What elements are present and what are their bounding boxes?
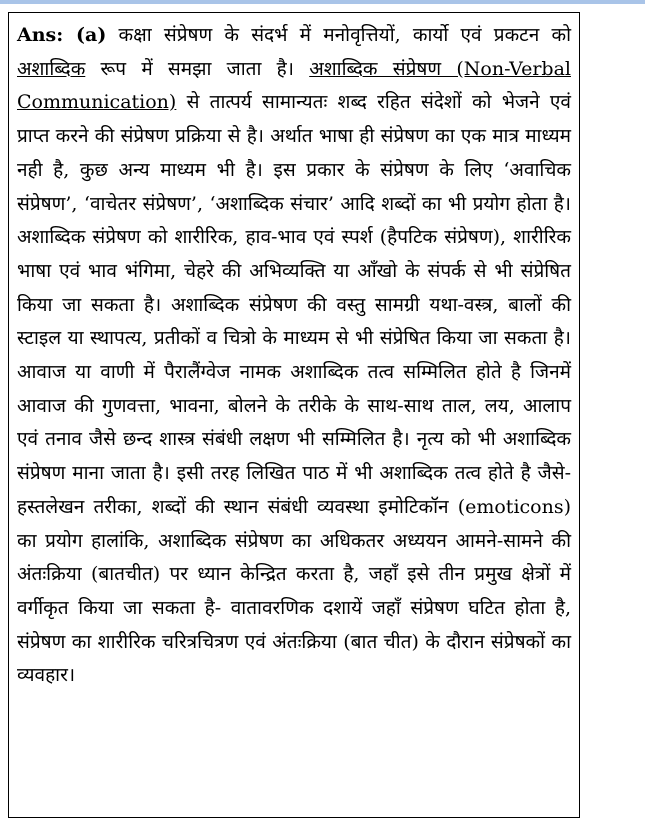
top-rule [0, 0, 645, 4]
answer-box [8, 12, 580, 818]
answer-prefix: Ans: (a) [17, 24, 107, 46]
answer-text-2: रूप में समझा जाता है। [85, 57, 310, 80]
underlined-term-nonverbal-communication: अशाब्दिक संप्रेषण (Non-Verbal Communication) [17, 57, 571, 114]
underlined-term-nonverbal: अशाब्दिक [17, 57, 86, 80]
answer-paragraph [17, 19, 571, 693]
answer-text-3: से तात्पर्य सामान्यतः शब्द रहित संदेशों को भेजने एवं प्राप्त करने की संप्रेषण प्रक्रिया से है। अर्थात भाषा ही संप्रेषण का एक मात्र माध्यम नही है, कुछ अन्य माध्यम भी है। इस प्रकार के संप्रेषण के लिए ‘अवाचिक संप्रेषण’, ‘वाचेतर संप्रेषण’, ‘अशाब्दिक संचार’ आदि शब्दों का भी प्रयोग होता है। अशाब्दिक संप्रेषण को शारीरिक, हाव-भाव एवं स्पर्श (हैपटिक संप्रेषण), शारीरिक भाषा एवं भाव भंगिमा, चेहरे की अभिव्यक्ति या आँखो के संपर्क से भी संप्रेषित किया जा सकता है। अशाब्दिक संप्रेषण की वस्तु सामग्री यथा-वस्त्र, बालों की स्टाइल या स्थापत्य, प्रतीकों व चित्रो के माध्यम से भी संप्रेषित किया जा सकता है। आवाज या वाणी में पैरालैंग्वेज नामक अशाब्दिक तत्व सम्मिलित होते है जिनमें आवाज की गुणवत्ता, भावना, बोलने के तरीके के साथ-साथ ताल, लय, आलाप एवं तनाव जैसे छन्द शास्त्र संबंधी लक्षण भी सम्मिलित है। नृत्य को भी अशाब्दिक संप्रेषण माना जाता है। इसी तरह लिखित पाठ में भी अशाब्दिक तत्व होते है जैसे-हस्तलेखन तरीका, शब्दों की स्थान संबंधी व्यवस्था इमोटिकॉन (emoticons) का प्रयोग हालांकि, अशाब्दिक संप्रेषण का अधिकतर अध्ययन आमने-सामने की अंतःक्रिया (बातचीत) पर ध्यान केन्द्रित करता है, जहाँ इसे तीन प्रमुख क्षेत्रों में वर्गीकृत किया जा सकता है- वातावरणिक दशायें जहाँ संप्रेषण घटित होता है, संप्रेषण का शारीरिक चरित्रचित्रण एवं अंतःक्रिया (बात चीत) के दौरान संप्रेषकों का व्यवहार। [17, 91, 572, 687]
answer-text-1: कक्षा संप्रेषण के संदर्भ में मनोवृत्तियों, कार्यो एवं प्रकटन को [106, 24, 571, 46]
